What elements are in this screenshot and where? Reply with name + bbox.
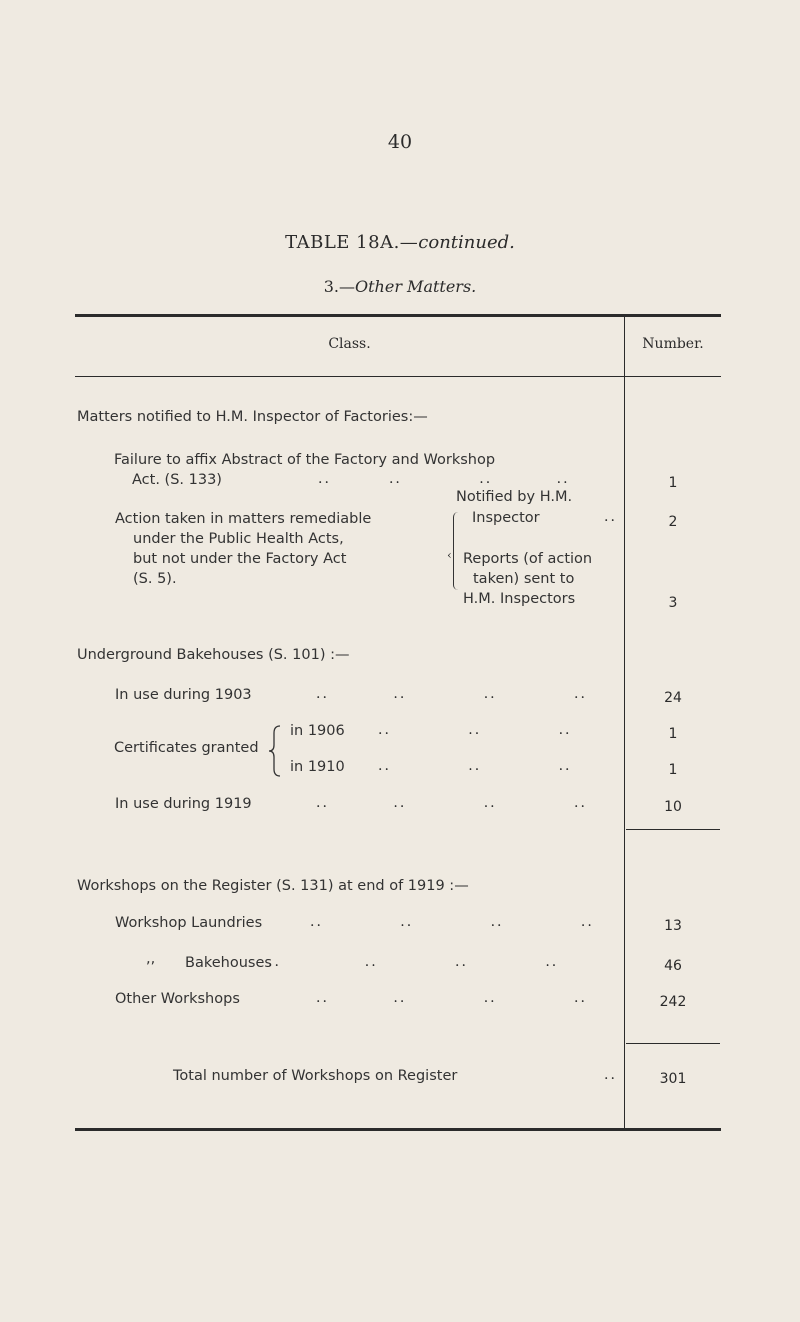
table-subtitle — [0, 277, 800, 296]
table-title-main: TABLE 18A.— — [285, 232, 419, 253]
leader-dots: .. .. .. — [378, 722, 572, 738]
section-heading-workshops-register: Workshops on the Register (S. 131) at end of 1919 :— — [77, 878, 469, 894]
in-use-1919-label: In use during 1919 — [115, 796, 252, 812]
page-number: 40 — [387, 131, 413, 153]
certificates-granted-label: Certificates granted — [114, 740, 259, 756]
leader-dots: .. — [604, 1067, 617, 1083]
table-title — [0, 232, 800, 253]
notified-line1: Notified by H.M. — [456, 489, 573, 505]
ditto-mark: ,, — [146, 951, 156, 967]
failure-abstract-line1: Failure to affix Abstract of the Factory and Workshop — [114, 452, 496, 468]
notified-line2: Inspector — [472, 510, 540, 526]
header-rule — [75, 376, 721, 377]
in-1910-label: in 1910 — [290, 759, 345, 775]
workshop-laundries-value: 13 — [664, 918, 682, 934]
bakehouses-value: 46 — [664, 958, 682, 974]
total-value: 301 — [659, 1071, 687, 1087]
action-taken-line1: Action taken in matters remediable — [115, 511, 372, 527]
column-divider — [624, 317, 625, 1128]
notified-value: 2 — [668, 514, 678, 530]
in-use-1903-value: 24 — [664, 690, 682, 706]
section-heading-matters-notified: Matters notified to H.M. Inspector of Factories:— — [77, 409, 428, 425]
action-taken-line3: but not under the Factory Act — [133, 551, 347, 567]
total-label: Total number of Workshops on Register — [173, 1068, 458, 1084]
bottom-thick-rule — [75, 1128, 721, 1131]
brace-certificates — [268, 725, 282, 777]
leader-dots: .. .. .. .. — [316, 990, 587, 1006]
brace-notified — [453, 512, 458, 590]
in-use-1919-value: 10 — [664, 799, 682, 815]
other-workshops-value: 242 — [659, 994, 687, 1010]
table-title-continued: continued. — [418, 232, 515, 253]
section-heading-underground-bakehouses: Underground Bakehouses (S. 101) :— — [77, 647, 350, 663]
leader-dots: .. — [604, 509, 617, 525]
in-use-1903-label: In use during 1903 — [115, 687, 252, 703]
workshop-laundries-label: Workshop Laundries — [115, 915, 263, 931]
leader-dots: .. .. .. .. — [318, 471, 570, 487]
other-workshops-label: Other Workshops — [115, 991, 240, 1007]
in-1906-label: in 1906 — [290, 723, 345, 739]
leader-dots: .. .. .. .. — [316, 795, 587, 811]
subtitle-text: Other Matters. — [355, 277, 477, 296]
in-1906-value: 1 — [668, 726, 678, 742]
subtotal-rule-2 — [626, 1043, 720, 1044]
bakehouses-label: Bakehouses — [185, 955, 272, 971]
in-1910-value: 1 — [668, 762, 678, 778]
failure-abstract-line2: Act. (S. 133) — [132, 472, 222, 488]
reports-line3: H.M. Inspectors — [463, 591, 576, 607]
action-taken-line4: (S. 5). — [133, 571, 177, 587]
reports-line1: Reports (of action — [463, 551, 593, 567]
column-header-number: Number. — [642, 336, 704, 352]
reports-value: 3 — [668, 595, 678, 611]
leader-dots: .. .. .. .. — [310, 914, 594, 930]
leader-dots: .. .. .. — [378, 758, 572, 774]
subtotal-rule-1 — [626, 829, 720, 830]
subtitle-number: 3.— — [323, 277, 355, 296]
leader-dots: .. .. .. .. — [268, 954, 559, 970]
leader-dots: .. .. .. .. — [316, 686, 587, 702]
brace-notified-point: ‹ — [447, 548, 452, 562]
action-taken-line2: under the Public Health Acts, — [133, 531, 344, 547]
reports-line2: taken) sent to — [473, 571, 575, 587]
failure-abstract-value: 1 — [668, 475, 678, 491]
column-header-class: Class. — [328, 336, 371, 352]
